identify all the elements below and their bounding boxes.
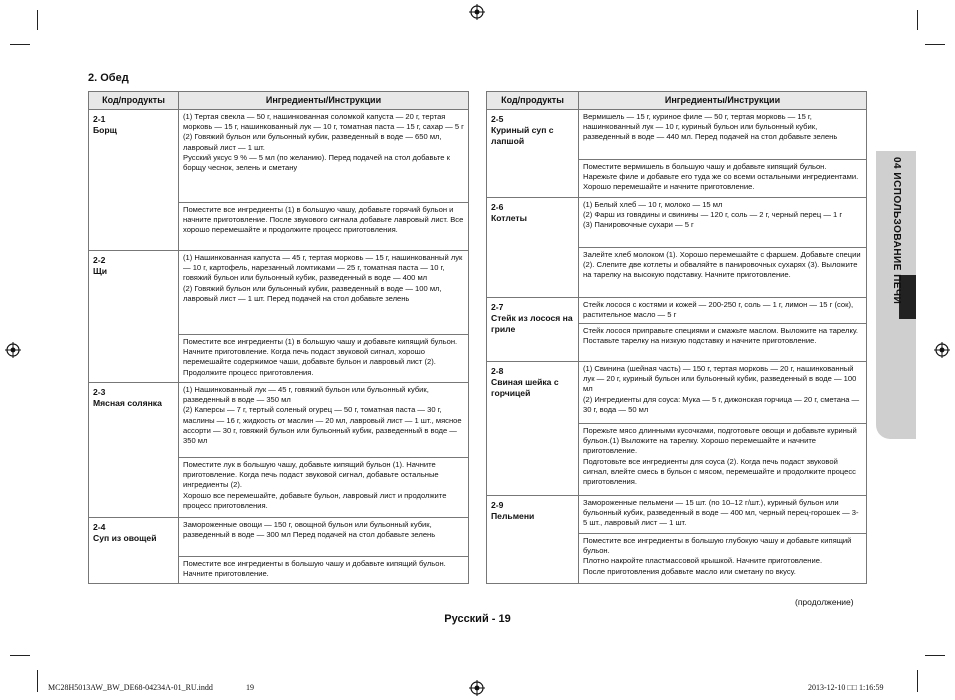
recipe-code: 2-2 Щи	[89, 251, 179, 383]
recipe-ingredients: Замороженные овощи — 150 г, овощной бульон или бульонный кубик, разведенный в воде — 300 мл Перед подачей на стол добавьте зелень	[179, 518, 469, 557]
recipe-code: 2-6 Котлеты	[487, 198, 579, 298]
recipe-code: 2-5 Куриный суп с лапшой	[487, 110, 579, 198]
recipe-ingredients: (1) Нашинкованный лук — 45 г, говяжий бульон или бульонный кубик, разведенный в воде — 350 мл (2) Каперсы — 7 г, тертый соленый огурец — 50 г, томатная паста — 30 г, маслины — 16 г, жидкость от маслин — 20 мл, лавровый лист — 1 шт., мясное ассорти — 30 г, говяжий бульон или бульонный кубик, разведенный в воде — 350 мл	[179, 383, 469, 458]
registration-mark-icon	[469, 680, 485, 696]
column-header-ingredients: Ингредиенты/Инструкции	[579, 92, 867, 110]
recipe-code: 2-7 Стейк из лосося на гриле	[487, 298, 579, 362]
recipe-ingredients: (1) Нашинкованная капуста — 45 г, тертая морковь — 15 г, нашинкованный лук — 10 г, картофель, нарезанный ломтиками — 25 г, томатная паста — 10 г, говяжий бульон или бульонный кубик, разведенный в воде — 400 мл (2) Говяжий бульон или бульонный кубик, разведенный в воде — 100 мл, лавровый лист — 1 шт. Перед подачей на стол добавьте зелень	[179, 251, 469, 335]
recipe-code: 2-8 Свиная шейка с горчицей	[487, 362, 579, 496]
recipe-ingredients: Вермишель — 15 г, куриное филе — 50 г, тертая морковь — 15 г, нашинкованный лук — 10 г, куриный бульон или бульонный кубик, разведенный в воде — 440 мл. Перед подачей на стол добавьте зелень	[579, 110, 867, 160]
recipe-instructions: Поместите вермишель в большую чашу и добавьте кипящий бульон. Нарежьте филе и добавьте его туда же со всеми остальными ингредиентами. Хорошо перемешайте и начните приготовление.	[579, 160, 867, 198]
recipe-instructions: Поместите все ингредиенты (1) в большую чашу и добавьте кипящий бульон. Начните приготовление. Когда печь подаст звуковой сигнал, хорошо перемешайте содержимое чаши, добавьте бульон и лавровый лист (2). Продолжите процесс приготовления.	[179, 335, 469, 383]
crop-mark	[37, 10, 38, 30]
recipe-code: 2-9 Пельмени	[487, 496, 579, 584]
recipe-ingredients: Замороженные пельмени — 15 шт. (по 10–12 г/шт.), куриный бульон или бульонный кубик, разведенный в воде — 400 мл, черный перец-горошек — 3-5 шт., лавровый лист — 1 шт.	[579, 496, 867, 534]
print-page-number: 19	[246, 683, 254, 692]
recipe-instructions: Поместите все ингредиенты (1) в большую чашу, добавьте горячий бульон и начните приготовление. После звукового сигнала добавьте лавровый лист. Все хорошо перемешайте и продолжите процесс приготовления.	[179, 203, 469, 251]
print-file-name: MC28H5013AW_BW_DE68-04234A-01_RU.indd	[48, 683, 213, 692]
registration-mark-icon	[5, 342, 21, 358]
recipe-code: 2-1 Борщ	[89, 110, 179, 251]
continued-note: (продолжение)	[795, 597, 854, 607]
recipe-instructions: Залейте хлеб молоком (1). Хорошо перемешайте с фаршем. Добавьте специи (2). Слепите две котлеты и обваляйте в панировочных сухарях (3). Выложите на тарелку на высокую подставку. Начните приготовление.	[579, 248, 867, 298]
column-header-code: Код/продукты	[487, 92, 579, 110]
crop-mark	[37, 670, 38, 692]
recipe-instructions: Порежьте мясо длинными кусочками, подготовьте овощи и добавьте куриный бульон.(1) Выложите на тарелку. Хорошо перемешайте и начните приготовление. Подготовьте все ингредиенты для соуса (2). Когда печь подаст звуковой сигнал, влейте смесь в бульон с мясом, перемешайте и продолжите процесс приготовления.	[579, 424, 867, 496]
crop-mark	[10, 655, 30, 656]
recipe-code: 2-4 Суп из овощей	[89, 518, 179, 584]
crop-mark	[10, 44, 30, 45]
column-header-ingredients: Ингредиенты/Инструкции	[179, 92, 469, 110]
recipe-ingredients: (1) Свинина (шейная часть) — 150 г, тертая морковь — 20 г, нашинкованный лук — 20 г, куриный бульон или бульонный кубик, разведенный в воде — 100 мл (2) Ингредиенты для соуса: Мука — 5 г, дижонская горчица — 20 г, сметана — 30 г, вода — 50 мл	[579, 362, 867, 424]
registration-mark-icon	[469, 4, 485, 20]
crop-mark	[917, 10, 918, 30]
registration-mark-icon	[934, 342, 950, 358]
recipe-instructions: Поместите все ингредиенты в большую чашу и добавьте кипящий бульон. Начните приготовление.	[179, 557, 469, 584]
chapter-tab-label: 04 ИСПОЛЬЗОВАНИЕ ПЕЧИ	[891, 157, 902, 305]
column-header-code: Код/продукты	[89, 92, 179, 110]
crop-mark	[917, 670, 918, 692]
recipe-ingredients: Стейк лосося с костями и кожей — 200-250 г, соль — 1 г, лимон — 15 г (сок), растительное масло — 5 г	[579, 298, 867, 324]
print-datetime: 2013-12-10 □□ 1:16:59	[808, 683, 884, 692]
recipe-code: 2-3 Мясная солянка	[89, 383, 179, 518]
recipe-table-left	[88, 91, 469, 584]
recipe-ingredients: (1) Белый хлеб — 10 г, молоко — 15 мл (2) Фарш из говядины и свинины — 120 г, соль — 2 г, черный перец — 1 г (3) Панировочные сухари — 5 г	[579, 198, 867, 248]
recipe-instructions: Поместите все ингредиенты в большую глубокую чашу и добавьте кипящий бульон. Плотно накройте пластмассовой крышкой. Начните приготовление. После приготовления добавьте масло или сметану по вкусу.	[579, 534, 867, 584]
recipe-ingredients: (1) Тертая свекла — 50 г, нашинкованная соломкой капуста — 20 г, тертая морковь — 15 г, нашинкованный лук — 10 г, томатная паста — 15 г, сахар — 5 г (2) Говяжий бульон или бульонный кубик, разведенный в воде — 650 мл, лавровый лист — 1 шт. Русский уксус 9 % — 5 мл (по желанию). Перед подачей на стол добавьте к борщу чеснок, зелень и сметану	[179, 110, 469, 203]
recipe-table-right	[486, 91, 867, 584]
page-footer: Русский - 19	[444, 613, 511, 625]
recipe-instructions: Поместите лук в большую чашу, добавьте кипящий бульон (1). Начните приготовление. Когда печь подаст звуковой сигнал, добавьте остальные ингредиенты (2). Хорошо все перемешайте, добавьте бульон, лавровый лист и продолжите процесс приготовления.	[179, 458, 469, 518]
section-title: 2. Обед	[88, 72, 129, 84]
crop-mark	[925, 44, 945, 45]
recipe-instructions: Стейк лосося приправьте специями и смажьте маслом. Выложите на тарелку. Поставьте тарелку на низкую подставку и начните приготовление.	[579, 324, 867, 362]
crop-mark	[925, 655, 945, 656]
